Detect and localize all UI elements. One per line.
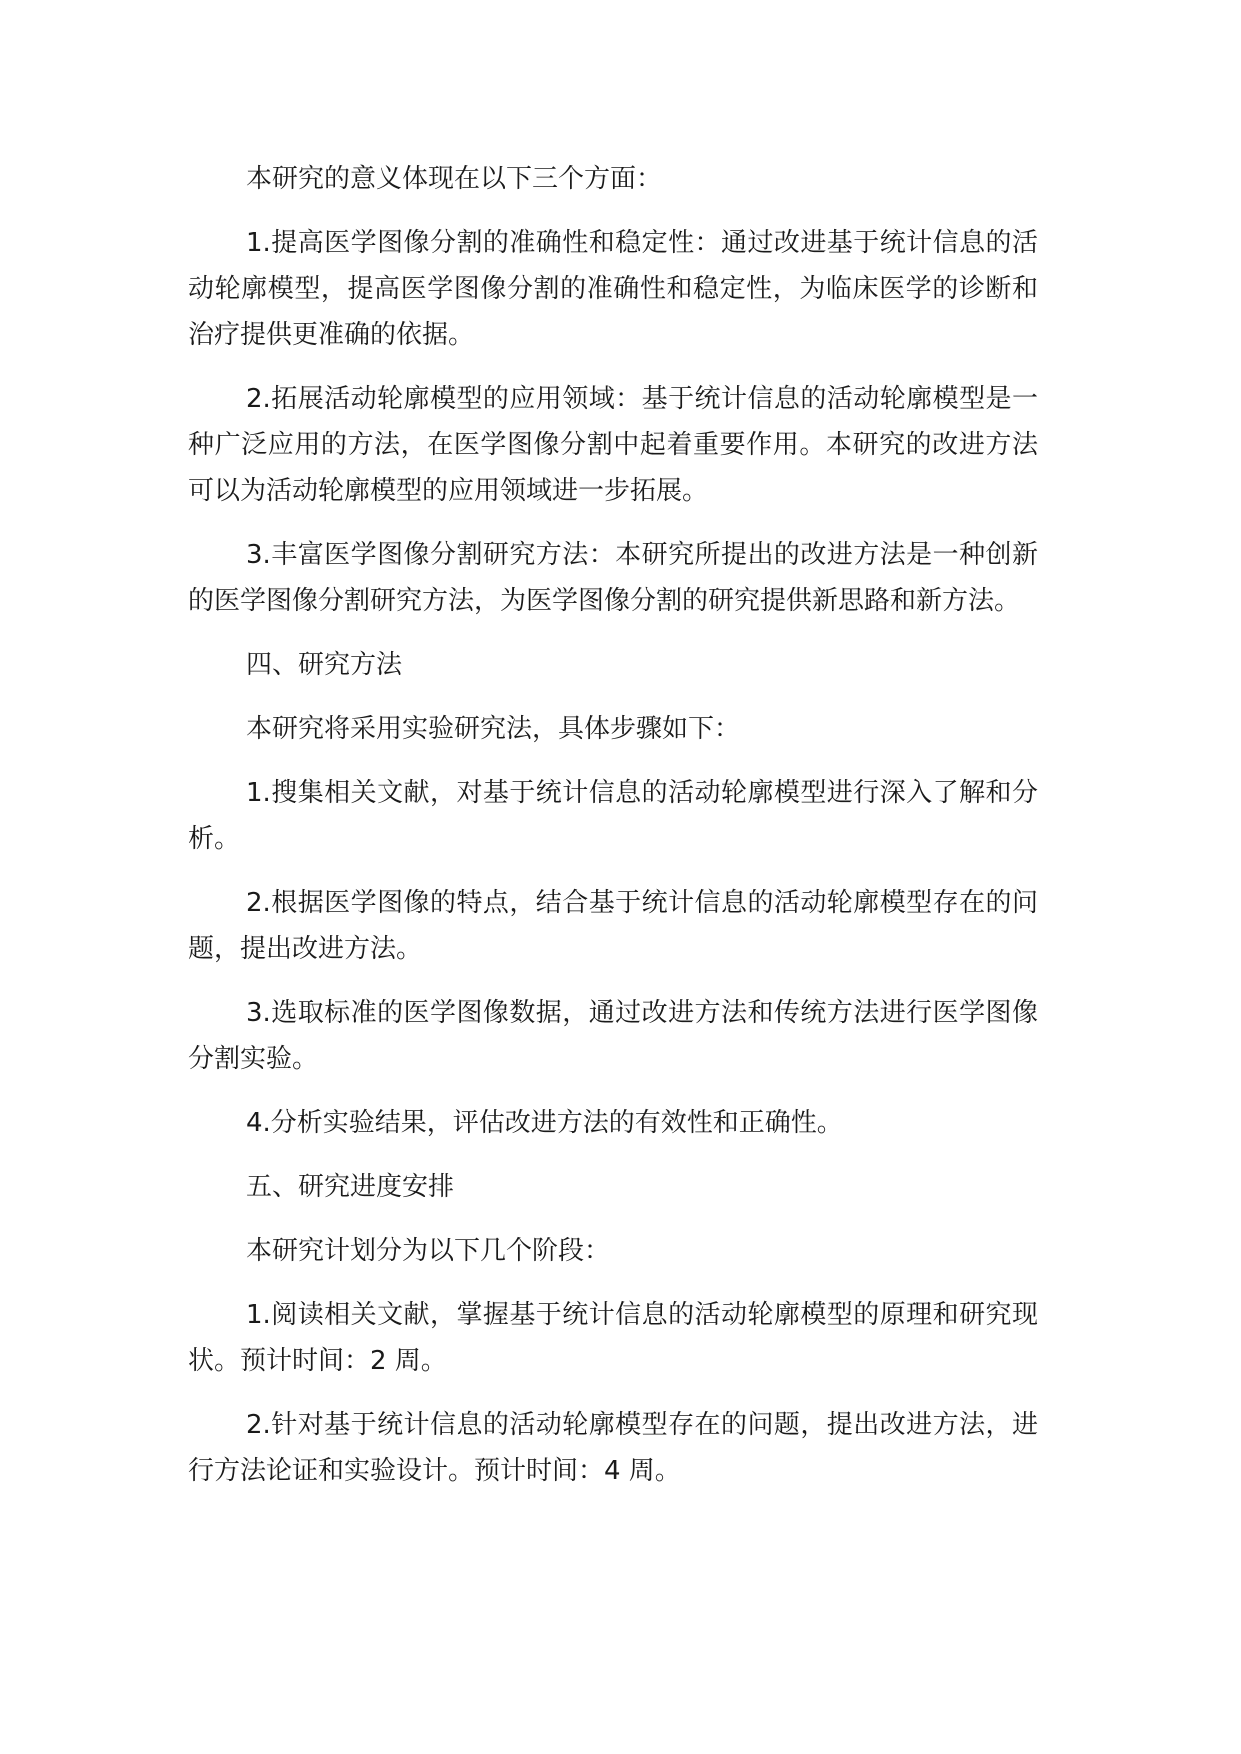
paragraph-schedule-intro: 本研究计划分为以下几个阶段： [246,1236,611,1266]
section-heading-methods: 四、研究方法 [246,650,403,680]
document-body [188,156,1038,1512]
paragraph-significance-intro: 本研究的意义体现在以下三个方面： [246,164,663,194]
paragraph-significance-3: 3.丰富医学图像分割研究方法：本研究所提出的改进方法是一种创新的医学图像分割研究方法，为医学图像分割的研究提供新思路和新方法。 [188,540,1038,616]
paragraph-method-step-1: 1.搜集相关文献，对基于统计信息的活动轮廓模型进行深入了解和分析。 [188,778,1038,854]
paragraph-significance-2: 2.拓展活动轮廓模型的应用领域：基于统计信息的活动轮廓模型是一种广泛应用的方法，在医学图像分割中起着重要作用。本研究的改进方法可以为活动轮廓模型的应用领域进一步拓展。 [188,384,1038,506]
section-heading-schedule: 五、研究进度安排 [246,1172,455,1202]
paragraph-methods-intro: 本研究将采用实验研究法，具体步骤如下： [246,714,741,744]
paragraph-method-step-3: 3.选取标准的医学图像数据，通过改进方法和传统方法进行医学图像分割实验。 [188,998,1038,1074]
paragraph-schedule-stage-2: 2.针对基于统计信息的活动轮廓模型存在的问题，提出改进方法，进行方法论证和实验设计。预计时间：4 周。 [188,1410,1038,1486]
paragraph-schedule-stage-1: 1.阅读相关文献，掌握基于统计信息的活动轮廓模型的原理和研究现状。预计时间：2 周。 [188,1300,1038,1376]
paragraph-method-step-2: 2.根据医学图像的特点，结合基于统计信息的活动轮廓模型存在的问题，提出改进方法。 [188,888,1038,964]
paragraph-significance-1: 1.提高医学图像分割的准确性和稳定性：通过改进基于统计信息的活动轮廓模型，提高医学图像分割的准确性和稳定性，为临床医学的诊断和治疗提供更准确的依据。 [188,228,1038,350]
paragraph-method-step-4: 4.分析实验结果，评估改进方法的有效性和正确性。 [246,1108,843,1138]
